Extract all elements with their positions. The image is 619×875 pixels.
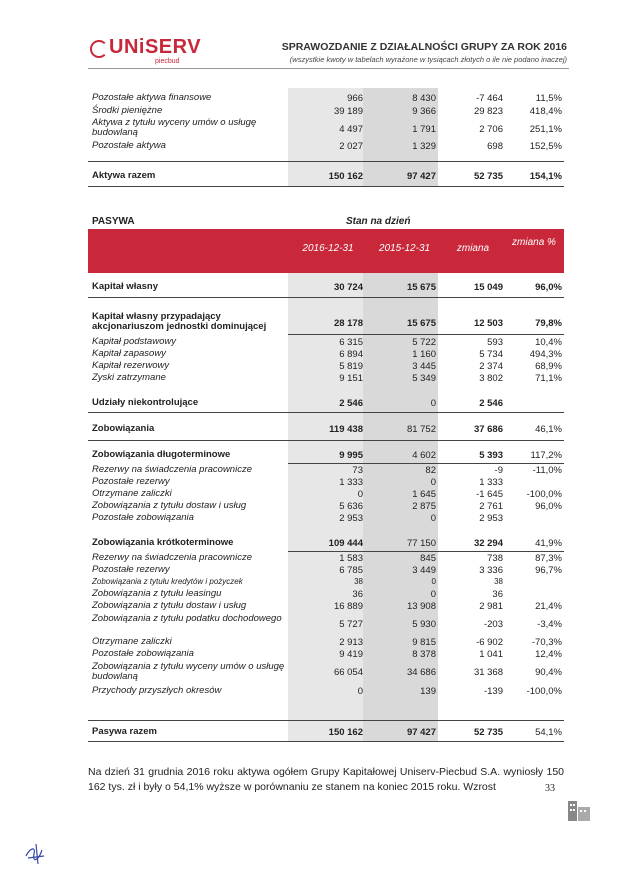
page-number: 33 xyxy=(545,783,555,794)
column-header: zmiana xyxy=(456,243,490,254)
building-icon xyxy=(566,793,592,823)
section-subtitle: Stan na dzień xyxy=(346,216,411,227)
logo: UNiSERV xyxy=(109,36,202,58)
column-header: 2015-12-31 xyxy=(378,243,431,254)
signature-icon xyxy=(22,838,48,866)
column-header: zmiana % xyxy=(512,237,556,248)
section-title: PASYWA xyxy=(92,216,135,227)
report-title: SPRAWOZDANIE Z DZIAŁALNOŚCI GRUPY ZA ROK 2016 xyxy=(281,41,567,53)
logo-subtitle: piecbud xyxy=(155,58,180,65)
balance-table: Pozostałe aktywa finansowe 966 8 430 -7 464 11,5% Środki pieniężne 39 189 9 366 29 823 418,4% Aktywa z tytułu wyceny umów o usługę budowlaną 4 497 1 791 2 706 251,1% Pozostałe aktywa 2 027 1 329 698 152,5% Aktywa razem 150 162 97 427 52 735 154,1% PASYWA Stan na dzień xyxy=(88,0,564,875)
report-subtitle: (wszystkie kwoty w tabelach wyrażone w tysiącach złotych o ile nie podano inaczej) xyxy=(289,55,567,64)
body-paragraph: Na dzień 31 grudnia 2016 roku aktywa ogółem Grupy Kapitałowej Uniserv-Piecbud S.A. wyniosły 150 162 tys. zł i były o 54,1% wyższe w porównaniu ze stanem na koniec 2015 roku. Wzrost xyxy=(88,766,564,793)
column-header: 2016-12-31 xyxy=(302,243,354,254)
liabilities-table: Kapitał własny 30 724 15 675 15 049 96,0% Kapitał własny przypadający akcjonariuszom jednostki dominującej 28 178 15 675 12 503 79,8% Kapitał podstawowy 6 315 5 722 593 10,4% Kapitał zapasowy 6 894 1 160 5 734 494,3% Kapitał rezerwowy 5 819 3 445 2 374 68,9% Zyski zatrzymane 9 151 5 349 3 802 71,1% Udziały niekontrolujące 2 546 0 2 546 Zobowiązania 119 438 81 752 37 686 46,1% Zobowiązania długoterminowe 9 995 4 602 5 393 117,2% Rezerwy na świadczenia pracownicze 73 82 -9 -11,0% Pozostałe rezerwy 1 333 0 1 333 Otrzymane zaliczki 0 1 645 -1 645 -100,0% Zobowiązania z tytułu dostaw i usług 5 636 2 875 2 761 96,0% Pozostałe zobowiązania 2 953 0 2 953 Zobowiązania krótkoterminowe 109 444 77 150 32 294 41,9% Rezerwy na świadczenia pracownicze 1 583 845 738 87,3% Pozostałe rezerwy 6 785 3 449 3 336 96,7% Zobowiązania z tytułu kredytów i pożyczek 38 0 38 Zobowiązania z tytułu leasingu 36 0 36 Zobowiązania z tytułu dostaw i usług 16 889 13 908 2 981 21,4% Zobowiązania z tytułu podatku dochodowego 5 727 5 930 -203 -3,4% Otrzymane zaliczki 2 913 9 815 -6 902 -70,3% Pozostałe zobowiązania 9 419 8 378 1 041 12,4% Zobowiązania z tytułu wyceny umów o usługę budowlaną 66 054 34 686 31 368 90,4% Przychody przyszłych okresów 0 139 -139 -100,0% Pasywa razem 150 162 97 427 52 735 54,1% xyxy=(88,0,564,875)
